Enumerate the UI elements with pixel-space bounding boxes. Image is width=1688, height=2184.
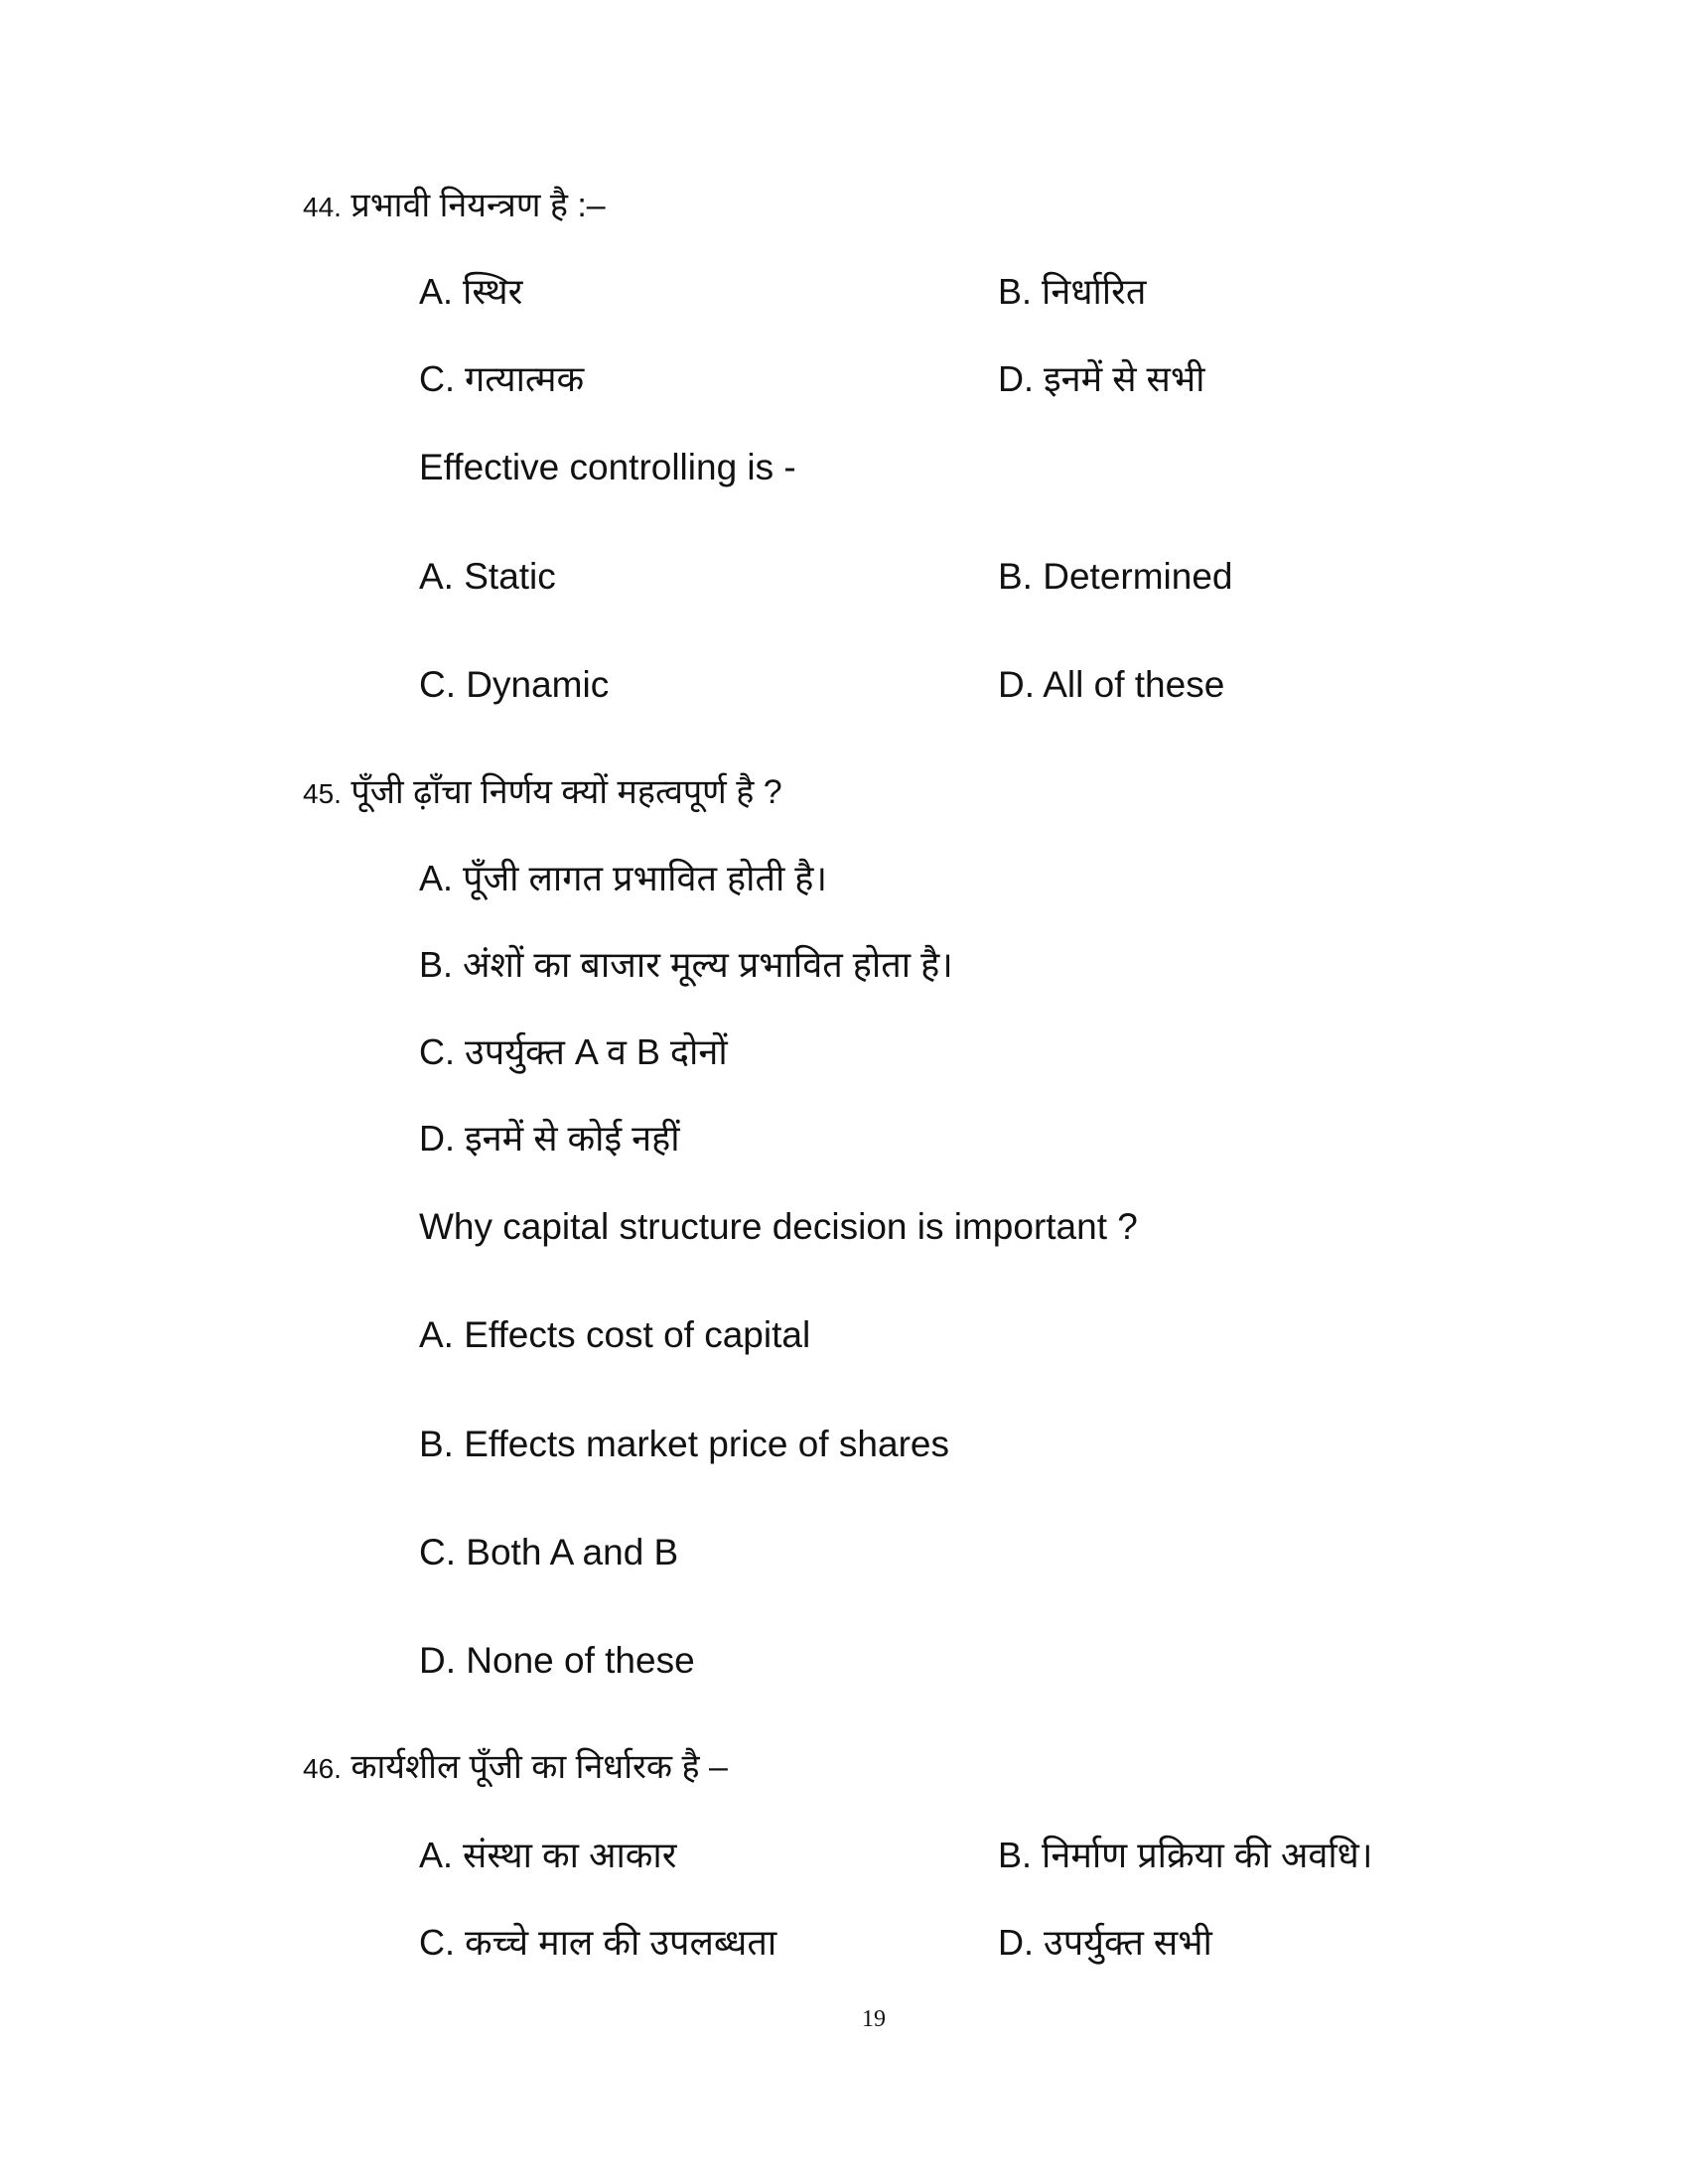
q44-hindi-option-b: B. निर्धारित <box>998 271 1147 312</box>
question-44-hindi <box>303 189 606 222</box>
q44-english-option-d: D. All of these <box>998 664 1225 705</box>
question-number: 46. <box>303 1753 342 1784</box>
q45-hindi-option-a: A. पूँजी लागत प्रभावित होती है। <box>419 858 828 898</box>
q45-english-option-d: D. None of these <box>419 1640 695 1681</box>
q45-hindi-option-d: D. इनमें से कोई नहीं <box>419 1118 680 1159</box>
page-number: 19 <box>862 2006 886 2032</box>
q45-hindi-option-b: B. अंशों का बाजार मूल्य प्रभावित होता है। <box>419 944 953 985</box>
question-number: 45. <box>303 778 342 809</box>
question-text: पूँजी ढ़ाँचा निर्णय क्यों महत्वपूर्ण है ? <box>351 773 782 811</box>
q46-hindi-option-c: C. कच्चे माल की उपलब्धता <box>419 1922 777 1963</box>
q45-english-text: Why capital structure decision is important ? <box>419 1206 1138 1247</box>
question-number: 44. <box>303 192 342 222</box>
q46-hindi-option-d: D. उपर्युक्त सभी <box>998 1922 1212 1963</box>
q44-hindi-option-d: D. इनमें से सभी <box>998 358 1205 399</box>
q46-hindi-option-a: A. संस्था का आकार <box>419 1835 677 1875</box>
q46-hindi-option-b: B. निर्माण प्रक्रिया की अवधि। <box>998 1835 1373 1875</box>
q44-english-option-a: A. Static <box>419 556 556 597</box>
q45-english-option-c: C. Both A and B <box>419 1532 679 1572</box>
question-46-hindi <box>303 1750 728 1784</box>
q44-english-option-c: C. Dynamic <box>419 664 610 705</box>
question-45-hindi <box>303 775 782 809</box>
q44-hindi-option-a: A. स्थिर <box>419 271 523 312</box>
q45-hindi-option-c: C. उपर्युक्त A व B दोनों <box>419 1031 728 1072</box>
q45-english-option-b: B. Effects market price of shares <box>419 1424 949 1464</box>
q44-english-text: Effective controlling is - <box>419 447 796 487</box>
question-text: कार्यशील पूँजी का निर्धारक है – <box>351 1748 728 1786</box>
q44-english-option-b: B. Determined <box>998 556 1233 597</box>
q45-english-option-a: A. Effects cost of capital <box>419 1314 811 1355</box>
question-text: प्रभावी नियन्त्रण है :– <box>351 187 606 224</box>
q44-hindi-option-c: C. गत्यात्मक <box>419 358 585 399</box>
